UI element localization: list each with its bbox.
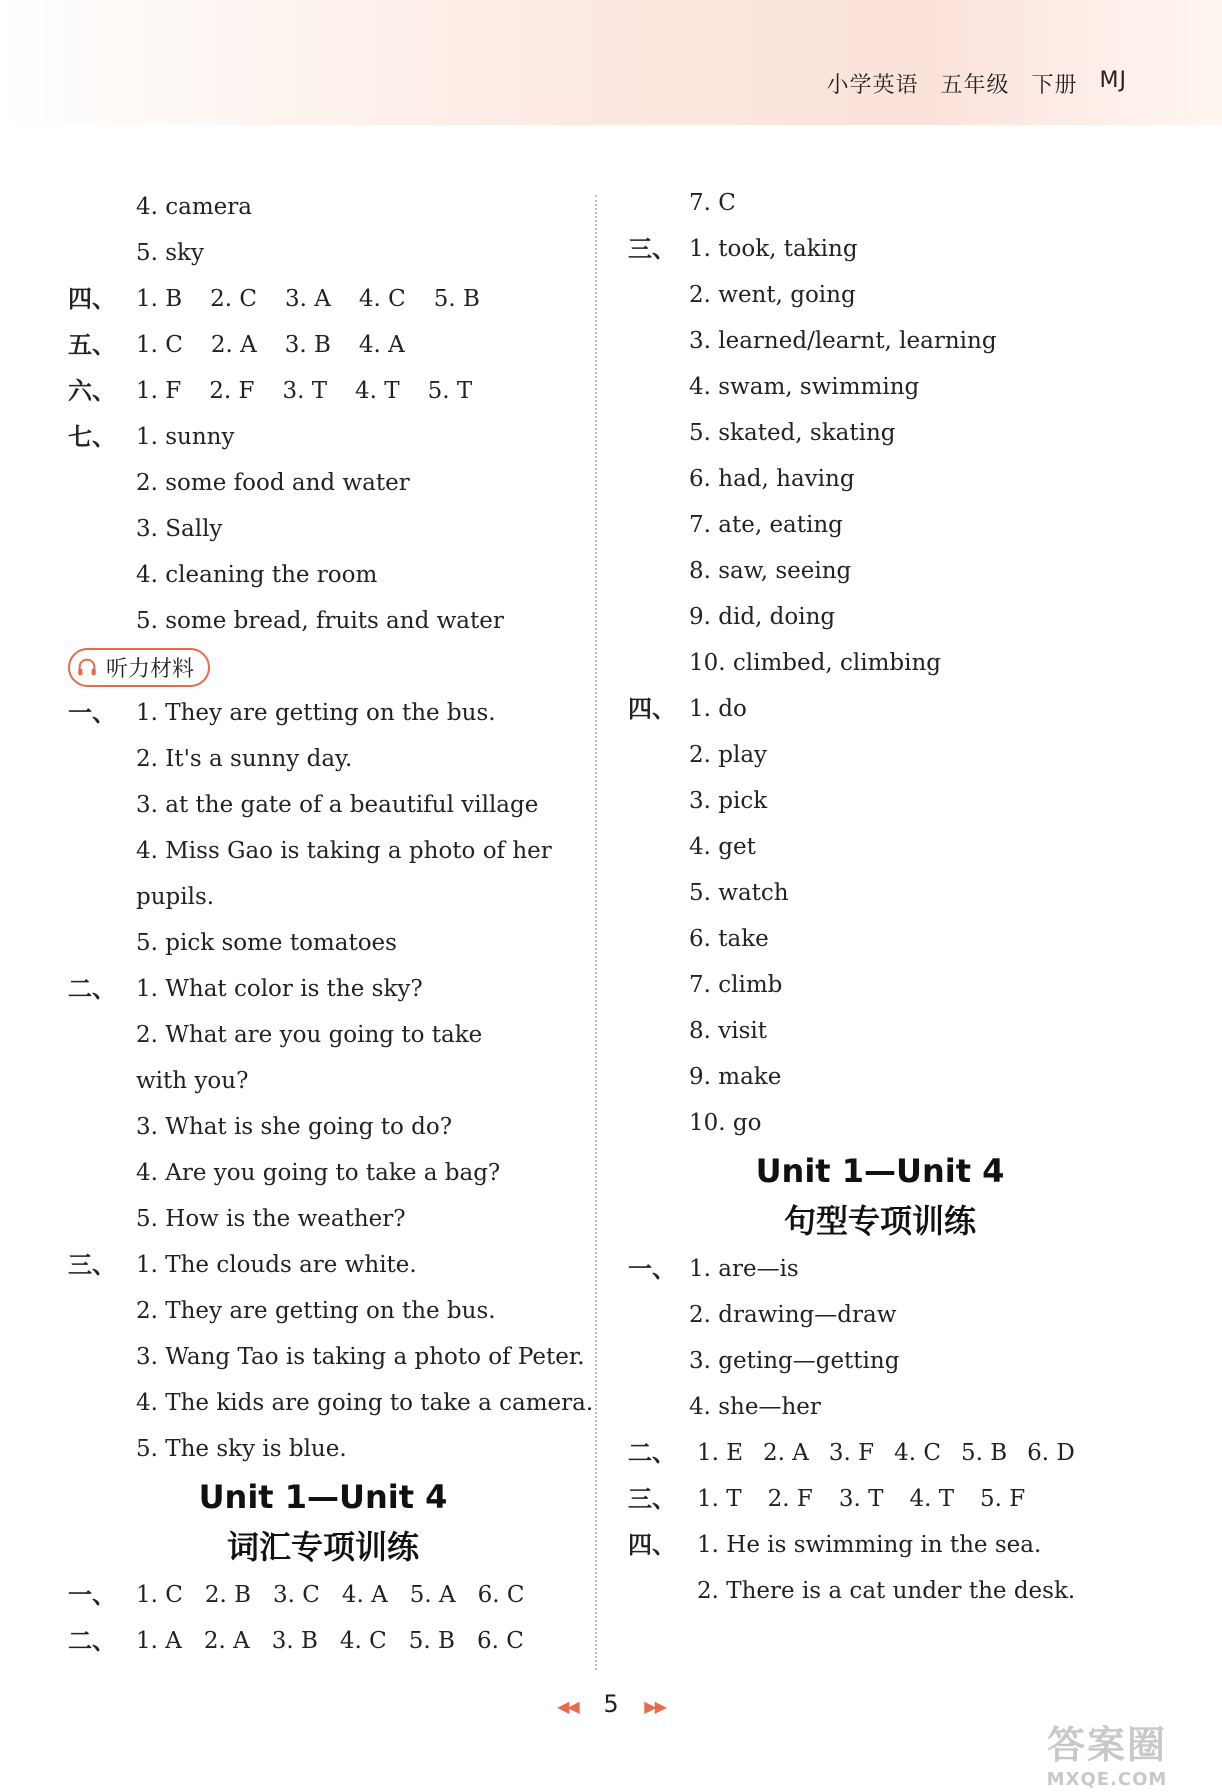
answer-line: 2. play bbox=[689, 742, 768, 768]
answer: 6. C bbox=[476, 1628, 524, 1654]
answer-line: 9. make bbox=[689, 1064, 782, 1090]
sentence-q1 bbox=[625, 1246, 1145, 1292]
answer-line: 4. she—her bbox=[689, 1394, 821, 1420]
answer-line: 2. What are you going to take with you? bbox=[136, 1022, 483, 1094]
answer-line: 3. learned/learnt, learning bbox=[689, 328, 997, 354]
answer: 1. F bbox=[136, 378, 182, 404]
section-title-unit: Unit 1—Unit 4 bbox=[198, 1478, 448, 1516]
answer-line: 3. Sally bbox=[136, 516, 223, 542]
question-label: 三、 bbox=[68, 1251, 116, 1279]
answer-line: 2. There is a cat under the desk. bbox=[697, 1578, 1076, 1604]
answer-line: 2. went, going bbox=[689, 282, 856, 308]
answer: 3. A bbox=[285, 286, 331, 312]
answer: 2. A bbox=[203, 1628, 250, 1654]
question-label: 三、 bbox=[628, 235, 676, 263]
answer-line: 6. had, having bbox=[689, 466, 855, 492]
answer-line: 3. geting—getting bbox=[689, 1348, 900, 1374]
answer: 1. What color is the sky? bbox=[136, 976, 423, 1002]
sentence-q3 bbox=[625, 1476, 1145, 1522]
vocab-q1 bbox=[68, 1572, 588, 1618]
header-edition: MJ bbox=[1099, 68, 1127, 93]
answer: 1. C bbox=[136, 1582, 183, 1608]
sentence-q4 bbox=[625, 1522, 1145, 1568]
answer: 1. A bbox=[136, 1628, 182, 1654]
answer: 5. B bbox=[961, 1440, 1008, 1466]
question-label: 四、 bbox=[628, 695, 676, 723]
question-7 bbox=[68, 414, 588, 460]
header-grade: 五年级 bbox=[940, 73, 1010, 98]
answer: 1. are—is bbox=[689, 1256, 799, 1282]
question-label: 一、 bbox=[628, 1255, 676, 1283]
answer: 4. A bbox=[341, 1582, 388, 1608]
answer: 1. took, taking bbox=[689, 236, 858, 262]
answer: 1. They are getting on the bus. bbox=[136, 700, 496, 726]
header-volume: 下册 bbox=[1031, 73, 1078, 98]
question-label: 七、 bbox=[68, 423, 116, 451]
answer-line: 5. skated, skating bbox=[689, 420, 896, 446]
question-4-right bbox=[625, 686, 1145, 732]
right-column bbox=[625, 180, 1145, 1614]
listening-q1 bbox=[68, 690, 588, 736]
answer: 1. E bbox=[697, 1440, 744, 1466]
answer: 3. B bbox=[284, 332, 331, 358]
listening-title: 听力材料 bbox=[106, 656, 195, 682]
answer: 6. C bbox=[477, 1582, 525, 1608]
answer: 1. C bbox=[136, 332, 183, 358]
answer: 4. T bbox=[355, 378, 400, 404]
answer-line: 7. climb bbox=[689, 972, 783, 998]
question-5 bbox=[68, 322, 588, 368]
answer: 3. T bbox=[838, 1486, 884, 1512]
answer-line: 3. What is she going to do? bbox=[136, 1114, 453, 1140]
answer: 6. D bbox=[1027, 1440, 1075, 1466]
answer: 2. F bbox=[209, 378, 255, 404]
answer: 2. B bbox=[204, 1582, 252, 1608]
answer: 3. C bbox=[273, 1582, 320, 1608]
header-subject: 小学英语 bbox=[826, 73, 919, 98]
answer: 3. B bbox=[271, 1628, 318, 1654]
column-divider bbox=[595, 195, 597, 1670]
answer: 5. A bbox=[409, 1582, 456, 1608]
answer-line: 3. at the gate of a beautiful village bbox=[136, 792, 539, 818]
section-title-unit: Unit 1—Unit 4 bbox=[755, 1152, 1005, 1190]
answer-line: 3. pick bbox=[689, 788, 768, 814]
answer-line: 7. ate, eating bbox=[689, 512, 843, 538]
page-number: 5 bbox=[603, 1690, 619, 1718]
answer-line: 4. The kids are going to take a camera. bbox=[136, 1390, 594, 1416]
answer: 4. C bbox=[339, 1628, 387, 1654]
question-3 bbox=[625, 226, 1145, 272]
answer-line: 4. camera bbox=[136, 194, 252, 220]
question-4 bbox=[68, 276, 588, 322]
section-title-name: 词汇专项训练 bbox=[226, 1528, 419, 1566]
left-column bbox=[68, 184, 594, 1664]
question-label: 四、 bbox=[628, 1531, 676, 1559]
question-label: 二、 bbox=[68, 1627, 116, 1655]
answer: 1. The clouds are white. bbox=[136, 1252, 417, 1278]
answer-line: 4. Are you going to take a bag? bbox=[136, 1160, 501, 1186]
answer: 4. C bbox=[894, 1440, 941, 1466]
top-banner bbox=[0, 0, 1222, 125]
answer: 5. B bbox=[433, 286, 480, 312]
answer: 1. B bbox=[136, 286, 183, 312]
answer: 5. B bbox=[408, 1628, 455, 1654]
answer: 2. C bbox=[210, 286, 258, 312]
question-label: 一、 bbox=[68, 1581, 116, 1609]
prev-arrows-icon: ◀◀ bbox=[557, 1697, 578, 1716]
listening-q3 bbox=[68, 1242, 588, 1288]
question-label: 二、 bbox=[628, 1439, 676, 1467]
answer: 1. sunny bbox=[136, 424, 235, 450]
answer-line: 2. some food and water bbox=[136, 470, 410, 496]
answer: 2. A bbox=[210, 332, 257, 358]
listening-q2 bbox=[68, 966, 588, 1012]
answer: 1. T bbox=[697, 1486, 742, 1512]
answer-line: 4. cleaning the room bbox=[136, 562, 378, 588]
answer-line: 5. some bread, fruits and water bbox=[136, 608, 504, 634]
answer: 5. T bbox=[427, 378, 473, 404]
answer-line: 5. The sky is blue. bbox=[136, 1436, 347, 1462]
headphone-icon bbox=[76, 656, 98, 678]
answer: 3. T bbox=[282, 378, 328, 404]
question-label: 二、 bbox=[68, 975, 116, 1003]
section-title-name: 句型专项训练 bbox=[783, 1202, 976, 1240]
question-label: 五、 bbox=[68, 331, 116, 359]
answer-line: 8. saw, seeing bbox=[689, 558, 852, 584]
answer: 3. F bbox=[828, 1440, 875, 1466]
answer-line: 5. sky bbox=[136, 240, 204, 266]
answer-line: 4. get bbox=[689, 834, 756, 860]
answer: 4. A bbox=[358, 332, 405, 358]
answer-line: 4. swam, swimming bbox=[689, 374, 920, 400]
answer: 4. T bbox=[909, 1486, 955, 1512]
answer-line: 5. pick some tomatoes bbox=[136, 930, 397, 956]
answer-line: 8. visit bbox=[689, 1018, 768, 1044]
question-6 bbox=[68, 368, 588, 414]
watermark-logo: 答案圈 MXQE.COM bbox=[1046, 1723, 1168, 1790]
next-arrows-icon: ▶▶ bbox=[644, 1697, 665, 1716]
answer-line: 9. did, doing bbox=[689, 604, 836, 630]
answer: 2. A bbox=[763, 1440, 809, 1466]
question-label: 三、 bbox=[628, 1485, 676, 1513]
answer-line: 4. Miss Gao is taking a photo of her pupils. bbox=[136, 838, 552, 910]
question-label: 六、 bbox=[68, 377, 116, 405]
answer-line: 2. It's a sunny day. bbox=[136, 746, 353, 772]
question-label: 四、 bbox=[68, 285, 116, 313]
answer-line: 5. watch bbox=[689, 880, 789, 906]
answer-line: 7. C bbox=[689, 190, 736, 216]
answer: 4. C bbox=[358, 286, 406, 312]
page-header bbox=[826, 68, 1127, 99]
answer-line: 5. How is the weather? bbox=[136, 1206, 406, 1232]
answer: 1. He is swimming in the sea. bbox=[697, 1532, 1042, 1558]
question-label: 一、 bbox=[68, 699, 116, 727]
answer-line: 3. Wang Tao is taking a photo of Peter. bbox=[136, 1344, 585, 1370]
answer-line: 2. They are getting on the bus. bbox=[136, 1298, 496, 1324]
answer-line: 6. take bbox=[689, 926, 769, 952]
answer-line: 2. drawing—draw bbox=[689, 1302, 897, 1328]
answer: 5. F bbox=[980, 1486, 1026, 1512]
listening-badge bbox=[68, 644, 588, 690]
answer: 1. do bbox=[689, 696, 747, 722]
sentence-q2 bbox=[625, 1430, 1145, 1476]
answer-line: 10. climbed, climbing bbox=[689, 650, 941, 676]
vocab-q2 bbox=[68, 1618, 588, 1664]
answer: 2. F bbox=[767, 1486, 813, 1512]
answer-line: 10. go bbox=[689, 1110, 762, 1136]
